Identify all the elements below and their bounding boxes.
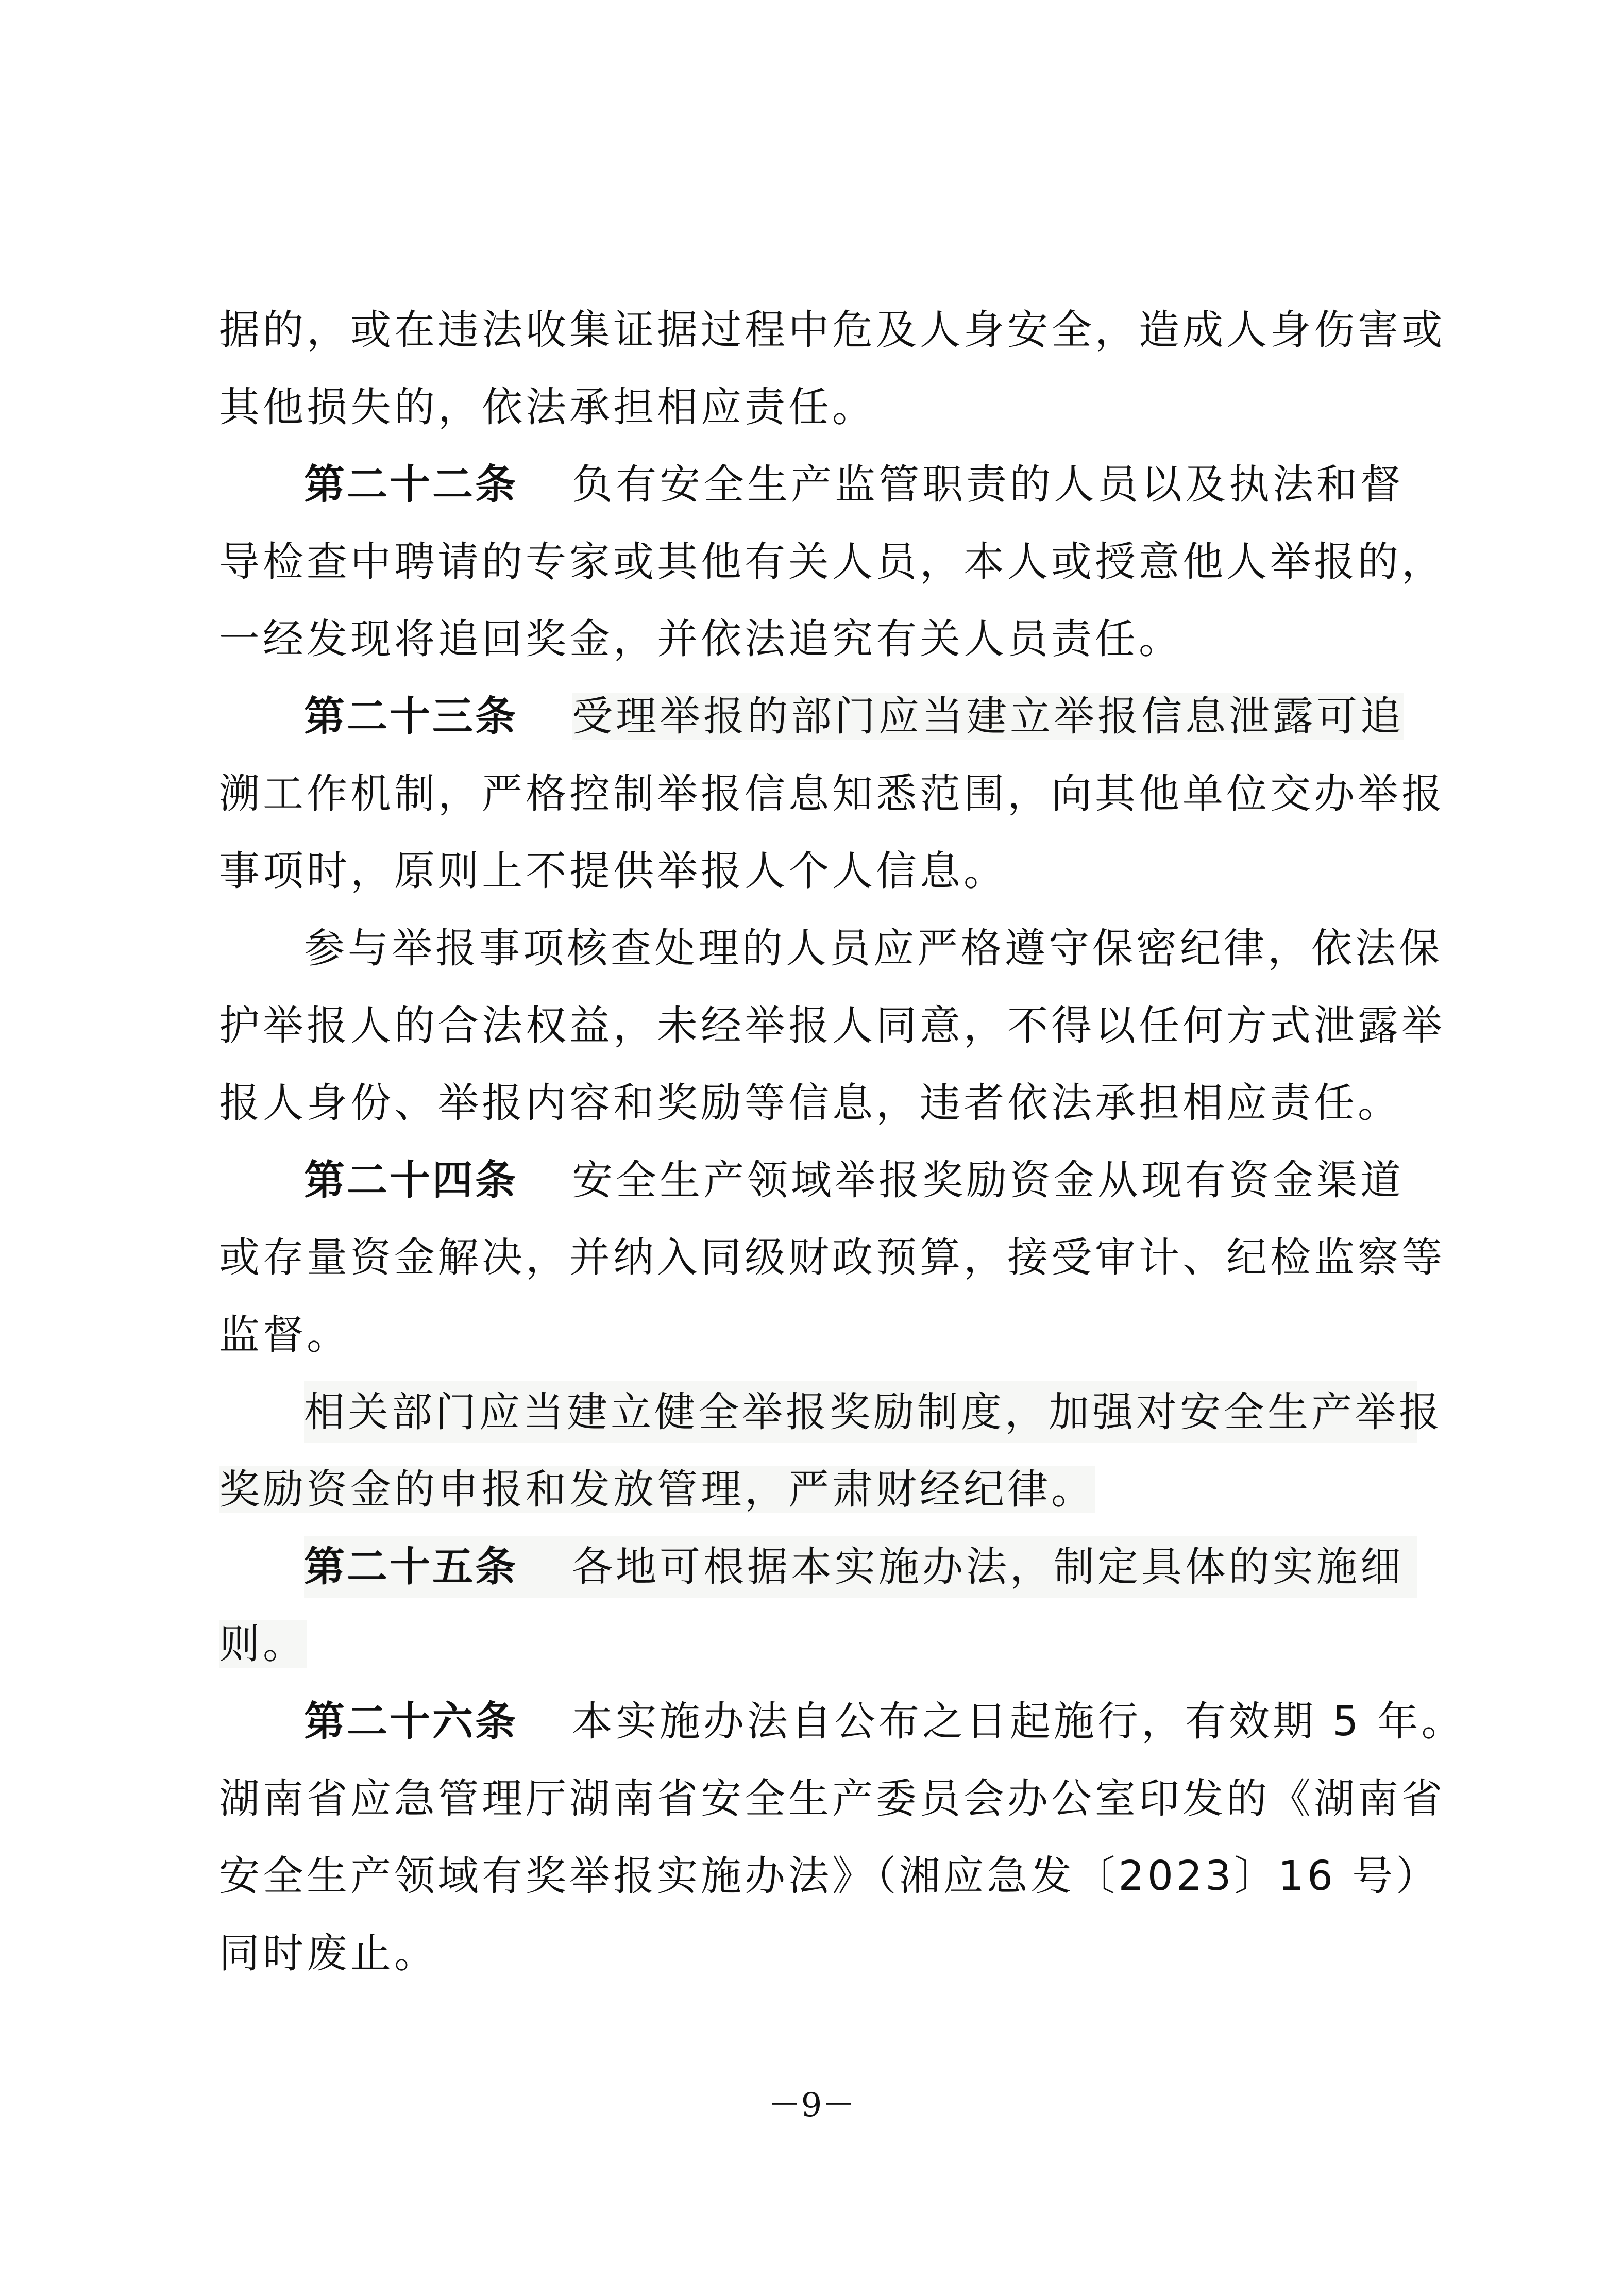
article-22-line-2: 导检查中聘请的专家或其他有关人员，本人或授意他人举报的， [219, 538, 1445, 585]
article-24-para-2-line-1: 相关部门应当建立健全举报奖励制度，加强对安全生产举报 [304, 1381, 1417, 1443]
article-24-line-3: 监督。 [219, 1311, 350, 1359]
article-22-line-3: 一经发现将追回奖金，并依法追究有关人员责任。 [219, 615, 1182, 663]
article-23-line-3: 事项时，原则上不提供举报人个人信息。 [219, 847, 1007, 895]
article-24-para-2-text-2: 奖励资金的申报和发放管理，严肃财经纪律。 [219, 1466, 1095, 1513]
article-26-line-1 [304, 1690, 1465, 1752]
article-22-line-1 [304, 454, 1417, 515]
article-25-line-1 [304, 1536, 1417, 1598]
continuation-line-1: 据的，或在违法收集证据过程中危及人身安全，造成人身伤害或 [219, 306, 1445, 354]
article-26-line-3: 安全生产领域有奖举报实施办法》（湘应急发〔2023〕16 号） [219, 1852, 1440, 1900]
continuation-line-2: 其他损失的，依法承担相应责任。 [219, 383, 876, 431]
article-24-text-1: 安全生产领域举报奖励资金从现有资金渠道 [572, 1157, 1404, 1204]
article-24-title: 第二十四条 [304, 1157, 518, 1204]
article-26-text-1: 本实施办法自公布之日起施行，有效期 5 年。 [572, 1698, 1465, 1745]
article-22-title: 第二十二条 [304, 461, 518, 508]
article-24-para-2-line-2 [219, 1459, 1414, 1520]
article-23-para-2-line-3: 报人身份、举报内容和奖励等信息，违者依法承担相应责任。 [219, 1079, 1401, 1127]
article-24-line-1 [304, 1149, 1417, 1211]
article-23-para-2-line-1: 参与举报事项核查处理的人员应严格遵守保密纪律，依法保 [304, 925, 1443, 972]
article-26-line-2: 湖南省应急管理厅湖南省安全生产委员会办公室印发的《湖南省 [219, 1775, 1445, 1822]
article-26-title: 第二十六条 [304, 1698, 518, 1745]
article-25-text-2: 则。 [219, 1620, 307, 1668]
article-25-text-1: 各地可根据本实施办法，制定具体的实施细 [572, 1543, 1404, 1590]
article-23-line-1 [304, 685, 1417, 747]
article-23-para-2-line-2: 护举报人的合法权益，未经举报人同意，不得以任何方式泄露举 [219, 1002, 1445, 1049]
article-23-title: 第二十三条 [304, 693, 518, 740]
article-26-line-4: 同时废止。 [219, 1930, 438, 1977]
article-22-text-1: 负有安全生产监管职责的人员以及执法和督 [572, 461, 1404, 508]
article-23-line-2: 溯工作机制，严格控制举报信息知悉范围，向其他单位交办举报 [219, 770, 1445, 817]
article-23-text-1: 受理举报的部门应当建立举报信息泄露可追 [572, 693, 1404, 740]
page-number: －9－ [768, 2086, 855, 2124]
article-24-line-2: 或存量资金解决，并纳入同级财政预算，接受审计、纪检监察等 [219, 1234, 1445, 1281]
article-25-line-2 [219, 1613, 1414, 1675]
article-25-title: 第二十五条 [304, 1543, 518, 1590]
